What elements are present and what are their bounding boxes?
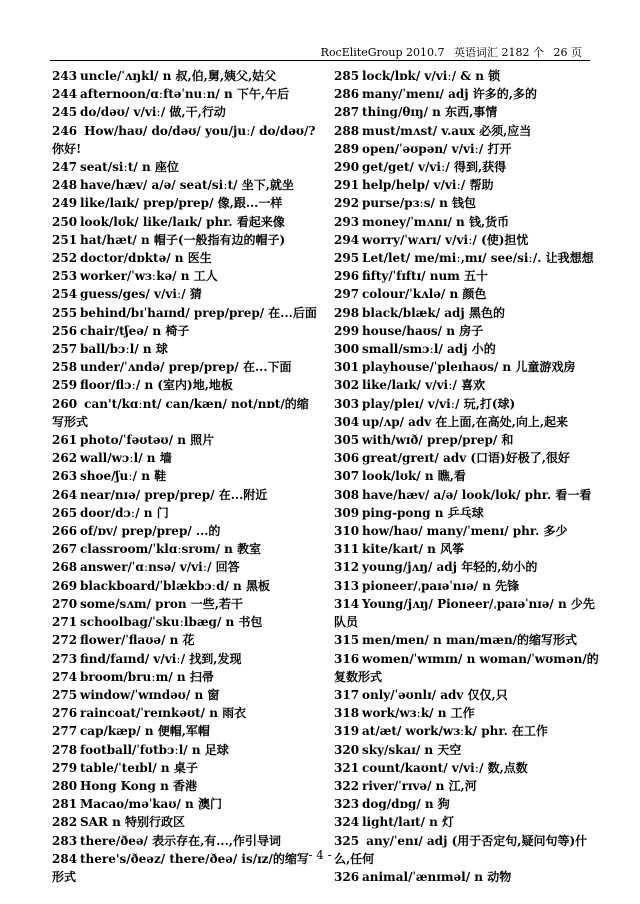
entry-text: pioneer/ˌpaɪəˈnɪə/ n 先锋 bbox=[362, 578, 520, 593]
vocab-entry bbox=[334, 795, 600, 813]
entry-text: colour/ˈkʌlə/ n 颜色 bbox=[362, 287, 487, 302]
vocab-entry bbox=[334, 231, 600, 249]
entry-text: under/ˈʌndə/ prep/prep/ 在...下面 bbox=[80, 360, 292, 375]
entry-number: 258 bbox=[52, 360, 78, 375]
entry-number: 243 bbox=[52, 69, 78, 83]
vocab-entry bbox=[52, 285, 318, 303]
vocab-entry bbox=[52, 650, 318, 668]
entry-text: get/get/ v/viː/ 得到,获得 bbox=[362, 160, 507, 175]
entry-text: fifty/ˈfɪftɪ/ num 五十 bbox=[362, 269, 489, 284]
header-title: 英语词汇 2182 个 bbox=[454, 46, 544, 59]
entry-text: must/mʌst/ v.aux 必须,应当 bbox=[362, 123, 532, 138]
entry-number: 288 bbox=[334, 123, 360, 138]
entry-number: 309 bbox=[334, 505, 360, 520]
entry-text: black/blæk/ adj 黑色的 bbox=[362, 305, 505, 320]
entry-number: 318 bbox=[334, 706, 360, 721]
entry-number: 320 bbox=[334, 742, 360, 757]
vocab-entry bbox=[334, 340, 600, 358]
entry-number: 295 bbox=[334, 251, 360, 266]
entry-text: play/pleɪ/ v/viː/ 玩,打(球) bbox=[362, 396, 516, 411]
vocab-entry bbox=[52, 304, 318, 322]
entry-text: like/laɪk/ prep/prep/ 像,跟...一样 bbox=[80, 196, 283, 211]
entry-text: shoe/ʃuː/ n 鞋 bbox=[80, 469, 167, 484]
header-page: 26 页 bbox=[553, 46, 582, 59]
entry-text: great/greɪt/ adv (口语)好极了,很好 bbox=[362, 451, 570, 466]
vocab-entry bbox=[334, 759, 600, 777]
entry-number: 255 bbox=[52, 305, 78, 320]
entry-number: 269 bbox=[52, 578, 78, 593]
entry-text: kite/kaɪt/ n 风筝 bbox=[362, 542, 465, 557]
entry-text: dog/dɒg/ n 狗 bbox=[362, 797, 450, 812]
entry-text: football/ˈfʊtbɔːl/ n 足球 bbox=[80, 742, 229, 757]
entry-text: look/lʊk/ n 瞧,看 bbox=[362, 469, 466, 484]
entry-number: 286 bbox=[334, 87, 360, 102]
vocab-entry bbox=[52, 376, 318, 394]
vocab-entry bbox=[52, 358, 318, 376]
vocab-entry bbox=[52, 213, 318, 231]
entry-number: 285 bbox=[334, 69, 360, 83]
vocab-entry bbox=[52, 467, 318, 485]
left-column bbox=[52, 67, 318, 886]
entry-number: 276 bbox=[52, 706, 78, 721]
entry-text: behind/bɪˈhaɪnd/ prep/prep/ 在...后面 bbox=[80, 305, 317, 320]
entry-number: 268 bbox=[52, 560, 78, 575]
vocab-entry bbox=[334, 449, 600, 467]
vocab-entry bbox=[334, 85, 600, 103]
entry-text: house/haʊs/ n 房子 bbox=[362, 323, 484, 338]
vocab-entry bbox=[334, 413, 600, 431]
entry-text: at/æt/ work/wɜːk/ phr. 在工作 bbox=[362, 724, 548, 739]
entry-text: SAR n 特别行政区 bbox=[80, 815, 186, 830]
entry-number: 325 bbox=[334, 833, 360, 848]
entry-text: women/ˈwɪmɪn/ n woman/ˈwʊmən/的复数形式 bbox=[334, 651, 599, 684]
entry-number: 260 bbox=[52, 396, 78, 411]
entry-text: animal/ˈænɪməl/ n 动物 bbox=[362, 869, 512, 884]
page-header bbox=[315, 44, 582, 60]
entry-number: 296 bbox=[334, 269, 360, 284]
entry-text: light/laɪt/ n 灯 bbox=[362, 815, 455, 830]
entry-number: 301 bbox=[334, 360, 360, 375]
vocab-entry bbox=[52, 231, 318, 249]
entry-text: Macao/məˈkaʊ/ n 澳门 bbox=[80, 797, 222, 812]
entry-number: 250 bbox=[52, 214, 78, 229]
entry-text: many/ˈmenɪ/ adj 许多的,多的 bbox=[362, 87, 537, 102]
entry-text: there's/ðeəz/ there/ðeə/ is/ɪz/的缩写形式 bbox=[52, 851, 309, 884]
entry-number: 326 bbox=[334, 869, 360, 884]
entry-text: some/sʌm/ pron 一些,若干 bbox=[80, 596, 243, 611]
vocab-entry bbox=[52, 613, 318, 631]
header-source: RocEliteGroup 2010.7 bbox=[320, 46, 445, 59]
vocab-entry bbox=[334, 103, 600, 121]
vocab-entry bbox=[334, 686, 600, 704]
vocab-entry bbox=[334, 595, 600, 631]
page-number: - 4 - bbox=[308, 848, 332, 862]
vocab-entry bbox=[52, 540, 318, 558]
vocab-entry bbox=[334, 140, 600, 158]
entry-text: doctor/dɒktə/ n 医生 bbox=[80, 251, 212, 266]
vocab-entry bbox=[334, 650, 600, 686]
entry-number: 282 bbox=[52, 815, 78, 830]
vocab-entry bbox=[334, 122, 600, 140]
entry-text: floor/flɔː/ n (室内)地,地板 bbox=[80, 378, 233, 393]
entry-text: table/ˈteɪbl/ n 桌子 bbox=[80, 760, 198, 775]
entry-number: 308 bbox=[334, 487, 360, 502]
vocab-entry bbox=[334, 267, 600, 285]
entry-text: help/help/ v/viː/ 帮助 bbox=[362, 178, 494, 193]
entry-text: photo/ˈfəʊtəʊ/ n 照片 bbox=[80, 433, 215, 448]
vocab-entry bbox=[52, 741, 318, 759]
entry-number: 261 bbox=[52, 433, 78, 448]
entry-number: 299 bbox=[334, 323, 360, 338]
entry-text: hat/hæt/ n 帽子(一般指有边的帽子) bbox=[80, 232, 286, 247]
entry-number: 287 bbox=[334, 105, 360, 120]
entry-text: do/dəʊ/ v/viː/ 做,干,行动 bbox=[80, 105, 226, 120]
entry-number: 273 bbox=[52, 651, 78, 666]
vocab-entry bbox=[52, 577, 318, 595]
entry-number: 259 bbox=[52, 378, 78, 393]
entry-number: 323 bbox=[334, 797, 360, 812]
right-column bbox=[334, 67, 600, 886]
entry-text: wall/wɔːl/ n 墙 bbox=[80, 451, 172, 466]
entry-number: 310 bbox=[334, 524, 360, 539]
vocab-entry bbox=[52, 449, 318, 467]
entry-number: 252 bbox=[52, 251, 78, 266]
entry-text: have/hæv/ a/ə/ look/lʊk/ phr. 看一看 bbox=[362, 487, 592, 502]
header-rule bbox=[50, 60, 590, 61]
entry-text: worker/ˈwɜːkə/ n 工人 bbox=[80, 269, 218, 284]
entry-text: playhouse/ˈpleɪhaʊs/ n 儿童游戏房 bbox=[362, 360, 576, 375]
entry-number: 249 bbox=[52, 196, 78, 211]
entry-number: 278 bbox=[52, 742, 78, 757]
vocab-entry bbox=[334, 285, 600, 303]
entry-text: look/lʊk/ like/laɪk/ phr. 看起来像 bbox=[80, 214, 285, 229]
vocab-entry bbox=[52, 704, 318, 722]
vocab-entry bbox=[52, 595, 318, 613]
entry-number: 316 bbox=[334, 651, 360, 666]
vocab-entry bbox=[334, 176, 600, 194]
entry-text: money/ˈmʌnɪ/ n 钱,货币 bbox=[362, 214, 510, 229]
entry-number: 244 bbox=[52, 87, 78, 102]
entry-text: flower/ˈflaʊə/ n 花 bbox=[80, 633, 195, 648]
entry-number: 279 bbox=[52, 760, 78, 775]
entry-number: 264 bbox=[52, 487, 78, 502]
vocab-entry bbox=[52, 777, 318, 795]
vocab-entry bbox=[52, 194, 318, 212]
entry-number: 317 bbox=[334, 687, 360, 702]
entry-text: ball/bɔːl/ n 球 bbox=[80, 342, 168, 357]
entry-text: schoolbag/ˈskuːlbæg/ n 书包 bbox=[80, 615, 263, 630]
entry-number: 319 bbox=[334, 724, 360, 739]
entry-number: 324 bbox=[334, 815, 360, 830]
entry-text: there/ðeə/ 表示存在,有...,作引导词 bbox=[80, 833, 281, 848]
entry-number: 302 bbox=[334, 378, 360, 393]
entry-text: have/hæv/ a/ə/ seat/siːt/ 坐下,就坐 bbox=[80, 178, 294, 193]
entry-number: 304 bbox=[334, 414, 360, 429]
entry-text: Hong Kong n 香港 bbox=[80, 778, 198, 793]
vocab-entry bbox=[334, 376, 600, 394]
vocab-entry bbox=[52, 249, 318, 267]
vocab-entry bbox=[334, 322, 600, 340]
entry-text: find/faɪnd/ v/viː/ 找到,发现 bbox=[80, 651, 242, 666]
entry-text: seat/siːt/ n 座位 bbox=[80, 160, 179, 175]
vocab-entry bbox=[52, 558, 318, 576]
vocab-entry bbox=[334, 631, 600, 649]
entry-text: guess/ges/ v/viː/ 猜 bbox=[80, 287, 202, 302]
entry-number: 262 bbox=[52, 451, 78, 466]
vocab-entry bbox=[334, 194, 600, 212]
entry-text: of/ɒv/ prep/prep/ ...的 bbox=[80, 524, 221, 539]
vocab-entry bbox=[52, 795, 318, 813]
entry-number: 303 bbox=[334, 396, 360, 411]
entry-number: 271 bbox=[52, 615, 78, 630]
vocab-entry bbox=[52, 176, 318, 194]
entry-number: 294 bbox=[334, 232, 360, 247]
entry-number: 322 bbox=[334, 778, 360, 793]
vocab-entry bbox=[334, 158, 600, 176]
vocab-entry bbox=[52, 722, 318, 740]
entry-number: 313 bbox=[334, 578, 360, 593]
entry-text: answer/ˈɑːnsə/ v/viː/ 回答 bbox=[80, 560, 240, 575]
entry-number: 290 bbox=[334, 160, 360, 175]
entry-number: 247 bbox=[52, 160, 78, 175]
entry-text: like/laɪk/ v/viː/ 喜欢 bbox=[362, 378, 486, 393]
entry-text: with/wɪð/ prep/prep/ 和 bbox=[362, 433, 514, 448]
entry-number: 246 bbox=[52, 123, 78, 138]
entry-number: 266 bbox=[52, 524, 78, 539]
vocab-entry bbox=[52, 395, 318, 431]
entry-number: 281 bbox=[52, 797, 78, 812]
entry-text: sky/skaɪ/ n 天空 bbox=[362, 742, 462, 757]
vocab-entry bbox=[52, 759, 318, 777]
vocab-entry bbox=[52, 813, 318, 831]
entry-number: 293 bbox=[334, 214, 360, 229]
entry-text: ping-pong n 乒乓球 bbox=[362, 505, 484, 520]
entry-number: 300 bbox=[334, 342, 360, 357]
vocab-entry bbox=[334, 558, 600, 576]
entry-number: 306 bbox=[334, 451, 360, 466]
entry-number: 315 bbox=[334, 633, 360, 648]
entry-number: 245 bbox=[52, 105, 78, 120]
vocab-entry bbox=[52, 340, 318, 358]
entry-number: 307 bbox=[334, 469, 360, 484]
entry-number: 265 bbox=[52, 505, 78, 520]
entry-text: blackboard/ˈblækbɔːd/ n 黑板 bbox=[80, 578, 270, 593]
vocab-entry bbox=[52, 504, 318, 522]
entry-number: 251 bbox=[52, 232, 78, 247]
entry-number: 275 bbox=[52, 687, 78, 702]
entry-text: chair/tʃeə/ n 椅子 bbox=[80, 323, 190, 338]
entry-text: purse/pɜːs/ n 钱包 bbox=[362, 196, 476, 211]
entry-number: 248 bbox=[52, 178, 78, 193]
entry-text: men/men/ n man/mæn/的缩写形式 bbox=[362, 633, 578, 648]
vocab-entry bbox=[334, 395, 600, 413]
entry-text: door/dɔː/ n 门 bbox=[80, 505, 169, 520]
entry-number: 257 bbox=[52, 342, 78, 357]
entry-text: window/ˈwɪndəʊ/ n 窗 bbox=[80, 687, 220, 702]
entry-text: thing/θɪŋ/ n 东西,事情 bbox=[362, 105, 498, 120]
entry-number: 314 bbox=[334, 596, 360, 611]
entry-text: only/ˈəʊnlɪ/ adv 仅仅,只 bbox=[362, 687, 508, 702]
vocab-entry bbox=[334, 868, 600, 886]
entry-number: 297 bbox=[334, 287, 360, 302]
entry-text: uncle/ˈʌŋkl/ n 叔,伯,舅,姨父,姑父 bbox=[80, 69, 277, 83]
entry-text: up/ʌp/ adv 在上面,在高处,向上,起来 bbox=[362, 414, 568, 429]
vocab-entry bbox=[334, 741, 600, 759]
entry-text: classroom/ˈklɑːsrʊm/ n 教室 bbox=[80, 542, 262, 557]
vocab-entry bbox=[334, 67, 600, 85]
entry-text: near/nɪə/ prep/prep/ 在...附近 bbox=[80, 487, 268, 502]
vocab-entry bbox=[334, 486, 600, 504]
vocab-entry bbox=[52, 322, 318, 340]
vocab-entry bbox=[52, 85, 318, 103]
vocab-entry bbox=[334, 467, 600, 485]
entry-number: 256 bbox=[52, 323, 78, 338]
entry-text: young/jʌŋ/ adj 年轻的,幼小的 bbox=[362, 560, 538, 575]
vocab-entry bbox=[334, 777, 600, 795]
entry-text: Young/jʌŋ/ Pioneer/ˌpaɪəˈnɪə/ n 少先队员 bbox=[334, 596, 595, 630]
entry-text: river/ˈrɪvə/ n 江,河 bbox=[362, 778, 477, 793]
vocab-entry bbox=[52, 486, 318, 504]
vocab-entry bbox=[334, 431, 600, 449]
entry-number: 305 bbox=[334, 433, 360, 448]
vocab-entry bbox=[334, 304, 600, 322]
entry-number: 283 bbox=[52, 833, 78, 848]
entry-number: 312 bbox=[334, 560, 360, 575]
entry-number: 321 bbox=[334, 760, 360, 775]
entry-text: worry/ˈwʌrɪ/ v/viː/ (使)担忧 bbox=[362, 232, 529, 247]
entry-number: 277 bbox=[52, 724, 78, 739]
vocab-entry bbox=[52, 631, 318, 649]
vocab-entry bbox=[334, 577, 600, 595]
entry-text: lock/lɒk/ v/viː/ & n 锁 bbox=[362, 69, 501, 83]
vocab-entry bbox=[52, 122, 318, 158]
vocab-entry bbox=[334, 522, 600, 540]
entry-text: open/ˈəʊpən/ v/viː/ 打开 bbox=[362, 141, 512, 156]
entry-number: 289 bbox=[334, 141, 360, 156]
entry-number: 292 bbox=[334, 196, 360, 211]
vocab-entry bbox=[334, 358, 600, 376]
vocab-entry bbox=[52, 522, 318, 540]
entry-text: afternoon/ɑːftəˈnuːn/ n 下午,午后 bbox=[80, 87, 290, 102]
vocab-entry bbox=[52, 686, 318, 704]
vocab-entry bbox=[52, 103, 318, 121]
entry-number: 274 bbox=[52, 669, 78, 684]
vocab-entry bbox=[334, 504, 600, 522]
entry-text: small/smɔːl/ adj 小的 bbox=[362, 342, 496, 357]
entry-number: 298 bbox=[334, 305, 360, 320]
entry-text: How/haʊ/ do/dəʊ/ you/juː/ do/dəʊ/? 你好! bbox=[52, 123, 316, 156]
entry-text: broom/bruːm/ n 扫帚 bbox=[80, 669, 214, 684]
vocab-entry bbox=[52, 668, 318, 686]
vocab-entry bbox=[334, 813, 600, 831]
entry-text: raincoat/ˈreɪnkəʊt/ n 雨衣 bbox=[80, 706, 247, 721]
vocab-entry bbox=[334, 249, 600, 267]
entry-number: 280 bbox=[52, 778, 78, 793]
vocab-entry bbox=[52, 431, 318, 449]
entry-number: 263 bbox=[52, 469, 78, 484]
entry-text: can't/kɑːnt/ can/kæn/ not/nɒt/的缩写形式 bbox=[52, 396, 309, 429]
vocab-entry bbox=[334, 722, 600, 740]
entry-number: 311 bbox=[334, 542, 360, 557]
entry-number: 272 bbox=[52, 633, 78, 648]
entry-text: cap/kæp/ n 便帽,军帽 bbox=[80, 724, 210, 739]
entry-text: count/kaʊnt/ v/viː/ 数,点数 bbox=[362, 760, 528, 775]
vocab-entry bbox=[334, 704, 600, 722]
entry-number: 291 bbox=[334, 178, 360, 193]
vocab-entry bbox=[52, 832, 318, 850]
entry-number: 253 bbox=[52, 269, 78, 284]
entry-number: 284 bbox=[52, 851, 78, 866]
entry-number: 267 bbox=[52, 542, 78, 557]
entry-number: 270 bbox=[52, 596, 78, 611]
vocab-entry bbox=[334, 540, 600, 558]
entry-text: how/haʊ/ many/ˈmenɪ/ phr. 多少 bbox=[362, 524, 568, 539]
vocab-entry bbox=[52, 158, 318, 176]
entry-number: 254 bbox=[52, 287, 78, 302]
vocab-entry bbox=[52, 67, 318, 85]
entry-text: any/ˈenɪ/ adj (用于否定句,疑问句等)什么,任何 bbox=[334, 833, 588, 866]
vocab-entry bbox=[52, 267, 318, 285]
vocab-entry bbox=[334, 213, 600, 231]
entry-text: Let/let/ me/miː,mɪ/ see/siː/. 让我想想 bbox=[362, 251, 594, 266]
entry-text: work/wɜːk/ n 工作 bbox=[362, 706, 475, 721]
